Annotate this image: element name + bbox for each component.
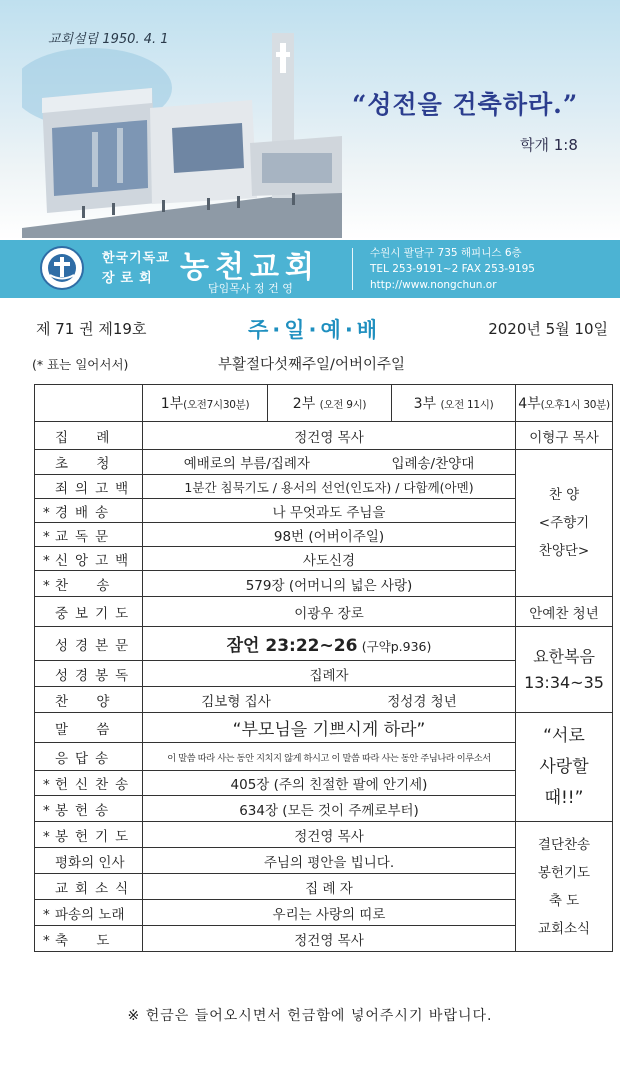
service-1-header xyxy=(143,385,268,422)
row-label xyxy=(35,499,143,523)
row-value: 1분간 침묵기도 / 용서의 선언(인도자) / 다함께(아멘) xyxy=(143,475,516,499)
s4-end-b: 봉헌기도 xyxy=(537,864,591,881)
table-row xyxy=(35,422,613,450)
label-text: 집 례 xyxy=(55,429,122,446)
table-header-row xyxy=(35,385,613,422)
row-value: 634장 (모든 것이 주께로부터) xyxy=(143,796,516,822)
row-value: 이 말씀 따라 사는 동안 지치지 않게 하시고 이 말씀 따라 사는 동안 주님나라 이루소서 xyxy=(143,743,516,771)
label-text: 초 청 xyxy=(55,456,122,472)
label-text: 경배송 xyxy=(55,504,116,521)
praise-a: 김보형 집사 xyxy=(201,693,271,710)
row-value: 주님의 평안을 빕니다. xyxy=(143,848,516,874)
row-label xyxy=(35,523,143,547)
s4-sermon-c: 때!!” xyxy=(544,787,584,808)
table-row xyxy=(35,713,613,743)
stand-marker: * xyxy=(43,932,50,949)
label-text: 평화의 인사 xyxy=(55,854,125,871)
service-4-label: 4부 xyxy=(518,396,541,412)
row-label xyxy=(35,848,143,874)
row-value: 사도신경 xyxy=(143,547,516,571)
page-title: 주·일·예·배 xyxy=(248,318,382,342)
phone-fax: TEL 253-9191~2 FAX 253-9195 xyxy=(370,263,535,275)
label-text: 중보기도 xyxy=(55,605,136,622)
s4-sermon-b: 사랑할 xyxy=(539,756,589,777)
row-value: 정건영 목사 xyxy=(143,926,516,952)
service-4-value: 안예찬 청년 xyxy=(516,597,613,627)
row-value: 나 무엇과도 주님을 xyxy=(143,499,516,523)
row-label xyxy=(35,822,143,848)
church-emblem-icon xyxy=(40,246,84,290)
row-value xyxy=(143,687,516,713)
stand-marker: * xyxy=(43,528,50,545)
subheader xyxy=(32,353,612,375)
row-label xyxy=(35,571,143,597)
row-value: 579장 (어머니의 넓은 사랑) xyxy=(143,571,516,597)
s4-praise-c: 찬양단> xyxy=(538,543,590,559)
banner-divider xyxy=(352,248,353,290)
service-3-time: (오전 11시) xyxy=(440,399,494,411)
s4-scripture-verse: 13:34~35 xyxy=(524,672,604,692)
table-row xyxy=(35,627,613,661)
row-value: 집 례 자 xyxy=(143,874,516,900)
row-value xyxy=(143,450,516,475)
label-text: 말 씀 xyxy=(55,721,122,738)
stand-marker: * xyxy=(43,504,50,521)
label-text: 성경본문 xyxy=(55,637,136,654)
bulletin-info xyxy=(36,318,616,342)
sermon-title: “부모님을 기쁘시게 하라” xyxy=(143,713,516,743)
established-date: 교회설립 1950. 4. 1 xyxy=(48,32,169,47)
invocation-a: 예배로의 부름/집례자 xyxy=(183,456,310,472)
label-text: 파송의 노래 xyxy=(55,906,125,923)
service-4-sermon xyxy=(516,713,613,822)
standing-note: (* 표는 일어서서) xyxy=(32,357,129,372)
label-text: 교회소식 xyxy=(55,880,136,897)
s4-sermon-a: “서로 xyxy=(543,725,585,746)
slogan-verse: 학개 1:8 xyxy=(520,136,578,154)
service-1-time: (오전7시30분) xyxy=(183,399,250,411)
table-row xyxy=(35,822,613,848)
slogan: “성전을 건축하라.” xyxy=(352,90,579,119)
service-3-header xyxy=(392,385,516,422)
row-label xyxy=(35,926,143,952)
row-value: 이광우 장로 xyxy=(143,597,516,627)
row-label xyxy=(35,450,143,475)
label-text: 봉헌기도 xyxy=(55,828,136,845)
row-value: 정건영 목사 xyxy=(143,822,516,848)
stand-marker: * xyxy=(43,828,50,845)
row-label xyxy=(35,475,143,499)
service-2-header xyxy=(268,385,392,422)
label-text: 축 도 xyxy=(55,932,122,949)
row-label xyxy=(35,874,143,900)
row-label xyxy=(35,771,143,796)
service-4-closing xyxy=(516,822,613,952)
s4-scripture-book: 요한복음 xyxy=(533,646,595,666)
table-row xyxy=(35,597,613,627)
contact-info xyxy=(370,245,535,293)
row-label xyxy=(35,422,143,450)
s4-end-d: 교회소식 xyxy=(537,920,591,937)
service-4-value: 이형구 목사 xyxy=(516,422,613,450)
row-label xyxy=(35,713,143,743)
invocation-b: 입례송/찬양대 xyxy=(391,456,475,472)
scripture-page-ref: (구약p.936) xyxy=(361,639,432,654)
service-2-time: (오전 9시) xyxy=(319,399,367,411)
label-text: 성경봉독 xyxy=(55,667,136,684)
volume-number: 제 71 권 제19호 xyxy=(36,320,147,338)
praise-b: 정성경 청년 xyxy=(387,693,457,710)
church-banner xyxy=(0,240,620,298)
bulletin-date: 2020년 5월 10일 xyxy=(488,320,608,338)
row-label xyxy=(35,900,143,926)
offering-notice: ※ 헌금은 들어오시면서 헌금함에 넣어주시기 바랍니다. xyxy=(127,1008,493,1024)
denomination-line1: 한국기독교 xyxy=(102,251,170,266)
row-label xyxy=(35,743,143,771)
row-value: 정건영 목사 xyxy=(143,422,516,450)
website-link[interactable]: http://www.nongchun.or xyxy=(370,279,497,291)
s4-praise-b: <주향기 xyxy=(538,515,590,531)
row-value: 집례자 xyxy=(143,661,516,687)
label-text: 찬 송 xyxy=(55,577,122,594)
stand-marker: * xyxy=(43,577,50,594)
label-text: 죄의고백 xyxy=(55,480,136,497)
service-4-scripture xyxy=(516,627,613,713)
s4-end-a: 결단찬송 xyxy=(537,836,591,853)
service-4-header xyxy=(516,385,613,422)
row-label xyxy=(35,627,143,661)
s4-end-c: 축 도 xyxy=(548,892,580,909)
church-name: 농천교회 xyxy=(180,250,320,285)
row-label xyxy=(35,687,143,713)
row-label xyxy=(35,597,143,627)
service-4-time: (오후1시 30분) xyxy=(540,399,610,411)
service-3-label: 3부 xyxy=(413,396,437,412)
s4-praise-a: 찬 양 xyxy=(548,487,580,503)
row-value: 405장 (주의 친절한 팔에 안기세) xyxy=(143,771,516,796)
stand-marker: * xyxy=(43,777,50,793)
row-value: 98번 (어버이주일) xyxy=(143,523,516,547)
label-text: 신앙고백 xyxy=(55,552,136,569)
denomination-line2: 장로회 xyxy=(102,271,158,286)
row-value: 우리는 사랑의 띠로 xyxy=(143,900,516,926)
stand-marker: * xyxy=(43,552,50,569)
label-text: 헌신찬송 xyxy=(55,777,136,793)
senior-pastor: 담임목사 정 건 영 xyxy=(208,282,293,295)
address: 수원시 팔달구 735 해피니스 6층 xyxy=(370,247,522,259)
stand-marker: * xyxy=(43,906,50,923)
header xyxy=(0,0,620,240)
row-label xyxy=(35,661,143,687)
service-4-praise xyxy=(516,450,613,597)
church-building-illustration xyxy=(22,28,342,238)
stand-marker: * xyxy=(43,802,50,819)
row-value xyxy=(143,627,516,661)
header-corner xyxy=(35,385,143,422)
label-text: 봉헌송 xyxy=(55,802,116,819)
row-label xyxy=(35,547,143,571)
service-1-label: 1부 xyxy=(160,396,184,412)
service-2-label: 2부 xyxy=(292,396,316,412)
occasion: 부활절다섯째주일/어버이주일 xyxy=(218,357,405,373)
worship-order-table xyxy=(34,384,613,952)
label-text: 찬 양 xyxy=(55,693,122,710)
scripture-passage: 잠언 23:22~26 xyxy=(226,636,358,656)
label-text: 교독문 xyxy=(55,528,116,545)
table-row xyxy=(35,450,613,475)
label-text: 응답송 xyxy=(55,750,116,767)
row-label xyxy=(35,796,143,822)
